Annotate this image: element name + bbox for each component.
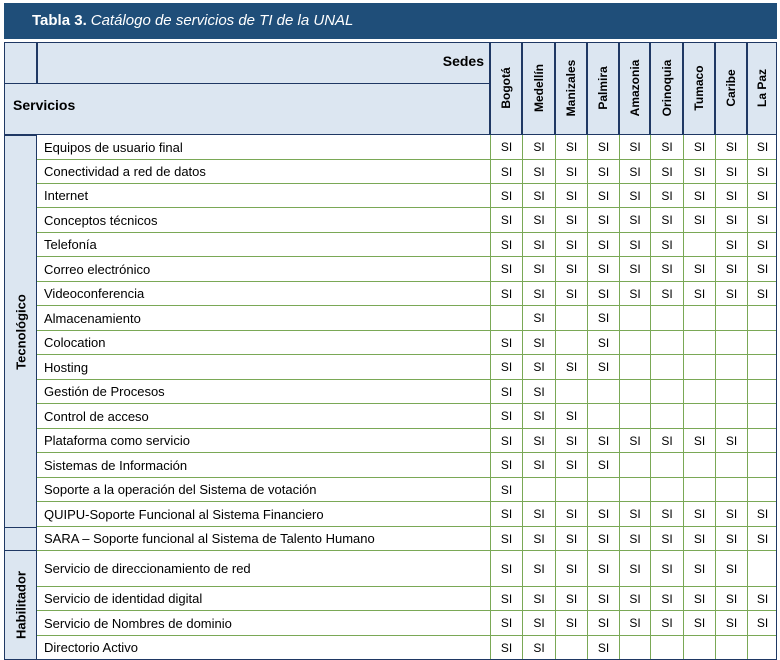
availability-cell [715,331,747,355]
availability-cell [650,478,683,502]
table-row [37,257,777,282]
availability-cell: SI [715,429,747,453]
availability-cell: SI [619,587,650,611]
availability-cell: SI [522,404,555,429]
availability-cell: SI [715,587,747,611]
availability-cell: SI [650,160,683,184]
sede-header [715,42,747,135]
availability-cell: SI [683,257,715,282]
availability-cell: SI [619,527,650,551]
table-row [37,233,777,257]
availability-cell: SI [619,208,650,233]
service-name: Almacenamiento [37,306,490,331]
availability-cell: SI [555,160,587,184]
sede-header-label: Amazonia [627,59,642,117]
availability-cell: SI [522,453,555,478]
availability-cell: SI [619,160,650,184]
service-name: Hosting [37,355,490,380]
availability-cell [747,551,777,587]
availability-cell: SI [747,611,777,636]
availability-cell: SI [522,429,555,453]
availability-cell: SI [555,551,587,587]
availability-cell [490,306,522,331]
availability-cell: SI [715,208,747,233]
category-empty [4,527,37,551]
availability-cell [715,380,747,404]
availability-cell: SI [522,587,555,611]
availability-cell: SI [650,502,683,527]
table-row [37,636,777,660]
availability-cell [747,429,777,453]
table-row [37,551,777,587]
availability-cell: SI [715,135,747,160]
sede-header [522,42,555,135]
availability-cell [619,453,650,478]
availability-cell [587,404,619,429]
availability-cell [683,331,715,355]
availability-cell [650,306,683,331]
service-name: SARA – Soporte funcional al Sistema de Talento Humano [37,527,490,551]
availability-cell: SI [555,355,587,380]
availability-cell: SI [522,233,555,257]
availability-cell: SI [683,611,715,636]
availability-cell [619,355,650,380]
service-name: QUIPU-Soporte Funcional al Sistema Financiero [37,502,490,527]
availability-cell: SI [650,611,683,636]
availability-cell: SI [490,135,522,160]
availability-cell: SI [490,527,522,551]
table-title: Catálogo de servicios de TI de la UNAL [90,12,354,29]
availability-cell [587,380,619,404]
availability-cell [650,453,683,478]
availability-cell: SI [587,429,619,453]
availability-cell: SI [587,587,619,611]
availability-cell [650,355,683,380]
service-name: Servicio de direccionamiento de red [37,551,490,587]
availability-cell [683,404,715,429]
availability-cell: SI [522,611,555,636]
sede-header [683,42,715,135]
availability-cell: SI [522,306,555,331]
availability-cell: SI [522,551,555,587]
availability-cell: SI [650,184,683,208]
availability-cell: SI [522,184,555,208]
availability-cell: SI [747,587,777,611]
availability-cell [555,636,587,660]
availability-cell: SI [683,184,715,208]
availability-cell: SI [555,184,587,208]
availability-cell: SI [747,208,777,233]
availability-cell: SI [650,282,683,306]
availability-cell [555,380,587,404]
availability-cell: SI [522,636,555,660]
availability-cell [555,306,587,331]
table-row [37,282,777,306]
availability-cell [715,453,747,478]
availability-cell: SI [683,502,715,527]
availability-cell: SI [587,184,619,208]
availability-cell [619,306,650,331]
availability-cell: SI [683,429,715,453]
availability-cell [555,331,587,355]
availability-cell: SI [715,184,747,208]
availability-cell [747,453,777,478]
header-servicios-cell [4,83,490,135]
availability-cell: SI [490,551,522,587]
category-habilitador [4,550,37,660]
availability-cell: SI [715,257,747,282]
availability-cell: SI [747,233,777,257]
availability-cell: SI [587,135,619,160]
availability-cell: SI [490,636,522,660]
table-row [37,587,777,611]
availability-cell [619,331,650,355]
availability-cell: SI [715,282,747,306]
availability-cell: SI [490,478,522,502]
table-row [37,355,777,380]
availability-cell: SI [522,208,555,233]
availability-cell: SI [587,331,619,355]
service-name: Conceptos técnicos [37,208,490,233]
availability-cell [683,478,715,502]
availability-cell: SI [747,135,777,160]
availability-cell [747,404,777,429]
availability-cell [715,636,747,660]
availability-cell [650,331,683,355]
service-name: Soporte a la operación del Sistema de votación [37,478,490,502]
availability-cell: SI [490,355,522,380]
availability-cell [715,306,747,331]
availability-cell: SI [619,135,650,160]
availability-cell: SI [490,587,522,611]
service-name: Videoconferencia [37,282,490,306]
availability-cell: SI [490,611,522,636]
availability-cell: SI [683,160,715,184]
availability-cell: SI [522,527,555,551]
sede-header [747,42,777,135]
availability-cell [747,355,777,380]
sede-header [650,42,683,135]
availability-cell: SI [683,587,715,611]
availability-cell [715,478,747,502]
availability-cell: SI [587,611,619,636]
availability-cell: SI [555,135,587,160]
availability-cell: SI [490,429,522,453]
availability-cell: SI [747,257,777,282]
availability-cell: SI [555,282,587,306]
availability-cell: SI [715,551,747,587]
availability-cell [650,380,683,404]
availability-cell: SI [619,551,650,587]
availability-cell: SI [619,611,650,636]
availability-cell [747,331,777,355]
availability-cell: SI [747,527,777,551]
availability-cell: SI [587,502,619,527]
service-name: Equipos de usuario final [37,135,490,160]
sede-header-label: Medellín [531,63,546,113]
category-tecnologico [4,135,37,528]
availability-cell: SI [619,257,650,282]
availability-cell: SI [747,160,777,184]
availability-cell: SI [490,502,522,527]
availability-cell: SI [683,135,715,160]
sede-header-label: Manizales [564,59,578,117]
availability-cell [747,636,777,660]
availability-cell: SI [683,282,715,306]
table-row [37,160,777,184]
header-sedes-cell [37,42,490,84]
sede-header [619,42,650,135]
availability-cell [683,355,715,380]
availability-cell [715,404,747,429]
availability-cell: SI [715,611,747,636]
availability-cell: SI [715,502,747,527]
service-name: Directorio Activo [37,636,490,660]
availability-cell: SI [650,208,683,233]
availability-cell [683,233,715,257]
availability-cell: SI [522,502,555,527]
availability-cell: SI [587,453,619,478]
availability-cell: SI [522,355,555,380]
sede-header [555,42,587,135]
service-name: Servicio de identidad digital [37,587,490,611]
availability-cell: SI [650,587,683,611]
availability-cell [650,636,683,660]
availability-cell: SI [522,380,555,404]
availability-cell [747,306,777,331]
sede-header-label: Bogotá [499,67,513,109]
service-name: Servicio de Nombres de dominio [37,611,490,636]
availability-cell [587,478,619,502]
availability-cell [747,478,777,502]
availability-cell: SI [555,404,587,429]
availability-cell [555,478,587,502]
availability-cell: SI [490,380,522,404]
availability-cell: SI [587,208,619,233]
table-row [37,404,777,429]
availability-cell: SI [490,160,522,184]
availability-cell: SI [619,429,650,453]
sede-header-label: Orinoquia [659,59,674,117]
availability-cell: SI [650,429,683,453]
service-name: Colocation [37,331,490,355]
availability-cell [747,380,777,404]
availability-cell: SI [683,527,715,551]
availability-cell: SI [555,527,587,551]
availability-cell: SI [555,208,587,233]
service-name: Plataforma como servicio [37,429,490,453]
availability-cell: SI [522,160,555,184]
availability-cell: SI [490,184,522,208]
availability-cell: SI [619,233,650,257]
availability-cell: SI [555,257,587,282]
availability-cell: SI [490,208,522,233]
availability-cell: SI [587,282,619,306]
availability-cell: SI [490,257,522,282]
availability-cell [683,453,715,478]
availability-cell: SI [587,355,619,380]
availability-cell [683,306,715,331]
table-row [37,306,777,331]
availability-cell: SI [587,257,619,282]
service-name: Control de acceso [37,404,490,429]
availability-cell: SI [587,636,619,660]
availability-cell: SI [650,257,683,282]
availability-cell: SI [490,404,522,429]
availability-cell: SI [650,551,683,587]
availability-cell: SI [555,233,587,257]
availability-cell: SI [683,551,715,587]
availability-cell [522,478,555,502]
availability-cell: SI [650,135,683,160]
availability-cell [683,380,715,404]
availability-cell: SI [683,208,715,233]
service-name: Conectividad a red de datos [37,160,490,184]
availability-cell: SI [555,429,587,453]
service-name: Sistemas de Información [37,453,490,478]
availability-cell [683,636,715,660]
availability-cell: SI [650,527,683,551]
sede-header-label: Caribe [724,69,738,107]
service-name: Internet [37,184,490,208]
availability-cell: SI [587,233,619,257]
availability-cell: SI [490,453,522,478]
table-row [37,453,777,478]
availability-cell: SI [555,453,587,478]
table-row [37,380,777,404]
availability-cell: SI [619,502,650,527]
availability-cell: SI [747,502,777,527]
availability-cell [715,355,747,380]
availability-cell: SI [555,611,587,636]
availability-cell: SI [555,502,587,527]
servicios-label: Servicios [13,97,76,113]
availability-cell: SI [650,233,683,257]
availability-cell: SI [522,135,555,160]
service-name: Gestión de Procesos [37,380,490,404]
availability-cell [619,478,650,502]
availability-cell: SI [747,282,777,306]
table-row [37,208,777,233]
availability-cell: SI [490,282,522,306]
availability-cell [650,404,683,429]
availability-cell: SI [747,184,777,208]
table-row [37,429,777,453]
sede-header-label: Palmira [596,66,610,110]
table-row [37,184,777,208]
availability-cell: SI [522,282,555,306]
availability-cell: SI [715,527,747,551]
availability-cell [619,404,650,429]
sede-header-label: Tumaco [692,65,706,111]
table-row [37,331,777,355]
availability-cell: SI [522,257,555,282]
availability-cell: SI [587,160,619,184]
table-number: Tabla 3. [32,12,87,29]
table-row [37,611,777,636]
availability-cell [619,636,650,660]
category-tecnologico-label: Tecnológico [13,293,28,370]
table-row [37,478,777,502]
availability-cell [619,380,650,404]
availability-cell: SI [619,184,650,208]
availability-cell: SI [619,282,650,306]
table-title-bar [4,3,777,39]
table-row [37,135,777,160]
availability-cell: SI [587,551,619,587]
table-row [37,502,777,527]
service-name: Correo electrónico [37,257,490,282]
availability-cell: SI [587,306,619,331]
availability-cell: SI [715,160,747,184]
availability-cell: SI [555,587,587,611]
category-habilitador-label: Habilitador [13,571,28,639]
sede-header-label: La Paz [755,68,769,108]
sede-header [587,42,619,135]
availability-cell: SI [715,233,747,257]
service-name: Telefonía [37,233,490,257]
sede-header [490,42,522,135]
table-row [37,527,777,551]
availability-cell: SI [490,331,522,355]
sedes-label: Sedes [442,53,484,69]
availability-cell: SI [522,331,555,355]
availability-cell: SI [490,233,522,257]
availability-cell: SI [587,527,619,551]
